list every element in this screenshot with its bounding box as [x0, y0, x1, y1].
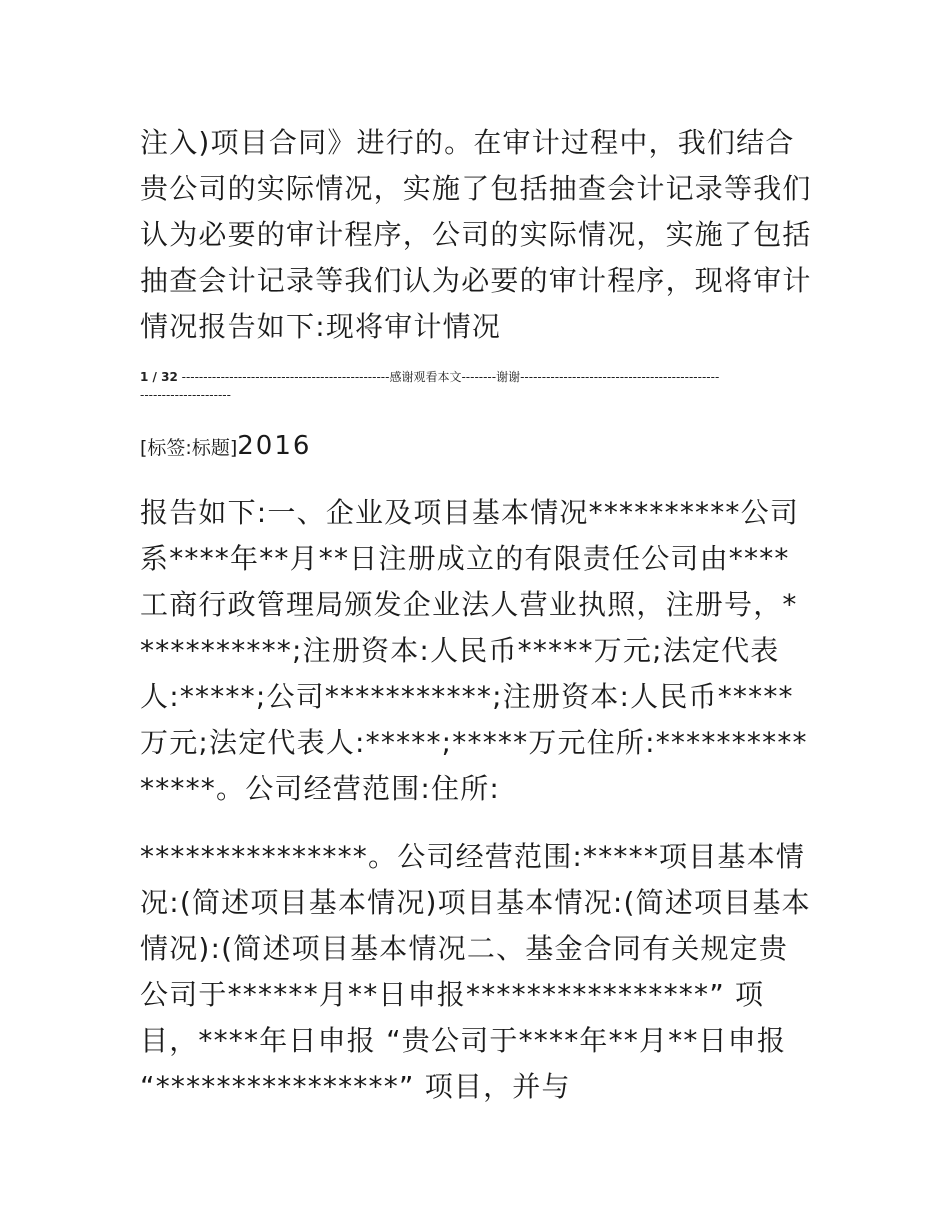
footer-text: ------------------------------------------------感谢观看本文--------谢谢-------------------------------------------------------------------: [140, 370, 720, 402]
body-paragraph-2: 报告如下:一、企业及项目基本情况**********公司系****年**月**日注册成立的有限责任公司由****工商行政管理局颁发企业法人营业执照，注册号，***********;注册资本:人民币*****万元;法定代表人:*****;公司***********;注册资本:人民币*****万元;法定代表人:*****;*****万元住所:***************。公司经营范围:住所:: [140, 496, 808, 805]
tag-label: [标签:标题]: [140, 437, 238, 459]
body-paragraph-1: 注入)项目合同》进行的。在审计过程中，我们结合贵公司的实际情况，实施了包括抽查会计记录等我们认为必要的审计程序，公司的实际情况，实施了包括抽查会计记录等我们认为必要的审计程序，现将审计情况报告如下:现将审计情况: [140, 126, 812, 343]
body-paragraph-3: ***************。公司经营范围:*****项目基本情况:(简述项目基本情况)项目基本情况:(简述项目基本情况):(简述项目基本情况二、基金合同有关规定贵公司于******月**日申报****************” 项目，****年日申报 “贵公司于****年**月**日申报 “****************” 项目，并与: [140, 840, 811, 1103]
page-footer: [140, 368, 720, 404]
tag-line: [140, 430, 311, 464]
page-number: 1 / 32: [140, 370, 178, 384]
tag-year: 2016: [237, 431, 312, 461]
